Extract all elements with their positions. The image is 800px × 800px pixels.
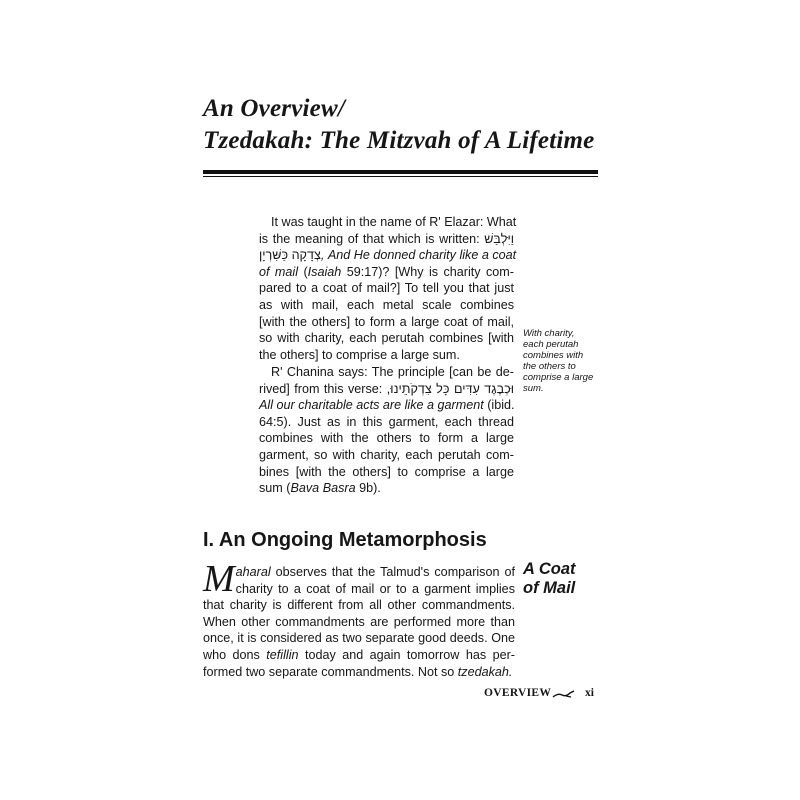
body-line: When other commandments are performed more than xyxy=(203,614,515,629)
passage2-line: 64:5). Just as in this garment, each thread xyxy=(259,414,514,429)
body-text: today and again tomorrow has per- xyxy=(298,647,515,662)
passage2-line: R' Chanina says: The principle [can be de- xyxy=(271,365,514,379)
body-line: charity to a coat of mail or to a garment implies xyxy=(235,581,515,596)
margin-note-line: combines with xyxy=(523,350,584,361)
margin-note-line: the others to xyxy=(523,361,576,372)
margin-note-line: comprise a large xyxy=(523,372,594,383)
passage2-text: rived] from this verse: xyxy=(259,381,383,396)
passage1-text: is the meaning of that which is written: xyxy=(259,231,480,246)
term: tefillin xyxy=(266,647,299,662)
title-rule-thick xyxy=(203,170,598,174)
body-line xyxy=(203,664,515,681)
running-head: OVERVIEW xyxy=(484,687,552,699)
title-rule-thin xyxy=(203,176,598,177)
margin-heading-line: A Coat xyxy=(523,560,576,578)
citation-book: Isaiah xyxy=(307,264,342,279)
page-number: xi xyxy=(585,687,594,699)
margin-note-line: sum. xyxy=(523,383,544,394)
hebrew-text: צְדָקָה כַּשִּׁרְיָן xyxy=(259,248,321,263)
title-line-1: An Overview/ xyxy=(203,95,345,122)
passage1-line xyxy=(259,264,514,281)
body-text: formed two separate commandments. Not so xyxy=(203,664,458,679)
body-paragraph xyxy=(203,558,515,680)
passage1-text: 59:17)? [Why is charity com- xyxy=(341,264,514,279)
margin-note-line: With charity, xyxy=(523,328,575,339)
passage1-line: [with the others] to form a large coat of mail, xyxy=(259,314,514,329)
passage2-text: (ibid. xyxy=(483,398,515,413)
passage2-line: bines [with the others] to comprise a large xyxy=(259,464,514,479)
passage2-text: All our charitable acts are like a garment xyxy=(259,398,484,413)
passage2-line: garment, so with charity, each perutah com- xyxy=(259,447,514,462)
body-line xyxy=(203,564,515,581)
hebrew-text: וּכְבֶגֶד עִדִּים כָּל צִדְקֹתֵינוּ, xyxy=(386,381,515,396)
ornament-icon xyxy=(552,689,576,702)
hebrew-text: וַיִּלְבַּשׁ xyxy=(484,231,514,246)
page-footer xyxy=(484,687,598,703)
body-line: that charity is different from all other commandments. xyxy=(203,598,515,613)
talmud-passage-1 xyxy=(259,214,517,363)
passage1-line: It was taught in the name of R' Elazar: What xyxy=(271,215,517,229)
body-line: once, it is considered as two separate good deeds. One xyxy=(203,631,515,646)
margin-note-line: each perutah xyxy=(523,339,579,350)
passage1-line xyxy=(259,247,517,264)
passage1-line: so with charity, each perutah combines [with xyxy=(259,331,514,346)
passage2-line xyxy=(259,397,514,414)
passage2-line xyxy=(259,480,514,497)
passage1-line: pared to a coat of mail?] To tell you that just xyxy=(259,281,514,296)
margin-heading xyxy=(523,560,576,598)
passage1-line xyxy=(259,231,514,248)
title-line-2: Tzedakah: The Mitzvah of A Lifetime xyxy=(203,127,595,154)
passage2-line xyxy=(259,381,514,398)
citation-book: Bava Basra xyxy=(290,481,356,496)
drop-cap: M xyxy=(203,558,235,600)
passage2-text: 9b). xyxy=(355,481,381,496)
margin-heading-line: of Mail xyxy=(523,579,576,597)
passage1-line: as with mail, each metal scale combines xyxy=(259,297,514,312)
author-name: aharal xyxy=(235,565,271,579)
term: tzedakah. xyxy=(457,664,513,679)
body-text: who dons xyxy=(203,647,267,662)
passage1-text: ( xyxy=(298,264,308,279)
passage1-text: of mail xyxy=(259,264,299,279)
passage2-text: sum ( xyxy=(259,481,291,496)
passage1-line: the others] to comprise a large sum. xyxy=(259,347,460,362)
margin-note xyxy=(523,328,598,394)
body-text: observes that the Talmud's comparison of xyxy=(270,565,515,579)
body-line xyxy=(203,647,515,664)
passage1-text: , And He donned charity like a coat xyxy=(320,248,517,263)
passage2-line: combines with the others to form a large xyxy=(259,431,514,446)
section-heading: I. An Ongoing Metamorphosis xyxy=(203,528,487,551)
talmud-passage-2 xyxy=(259,364,514,497)
